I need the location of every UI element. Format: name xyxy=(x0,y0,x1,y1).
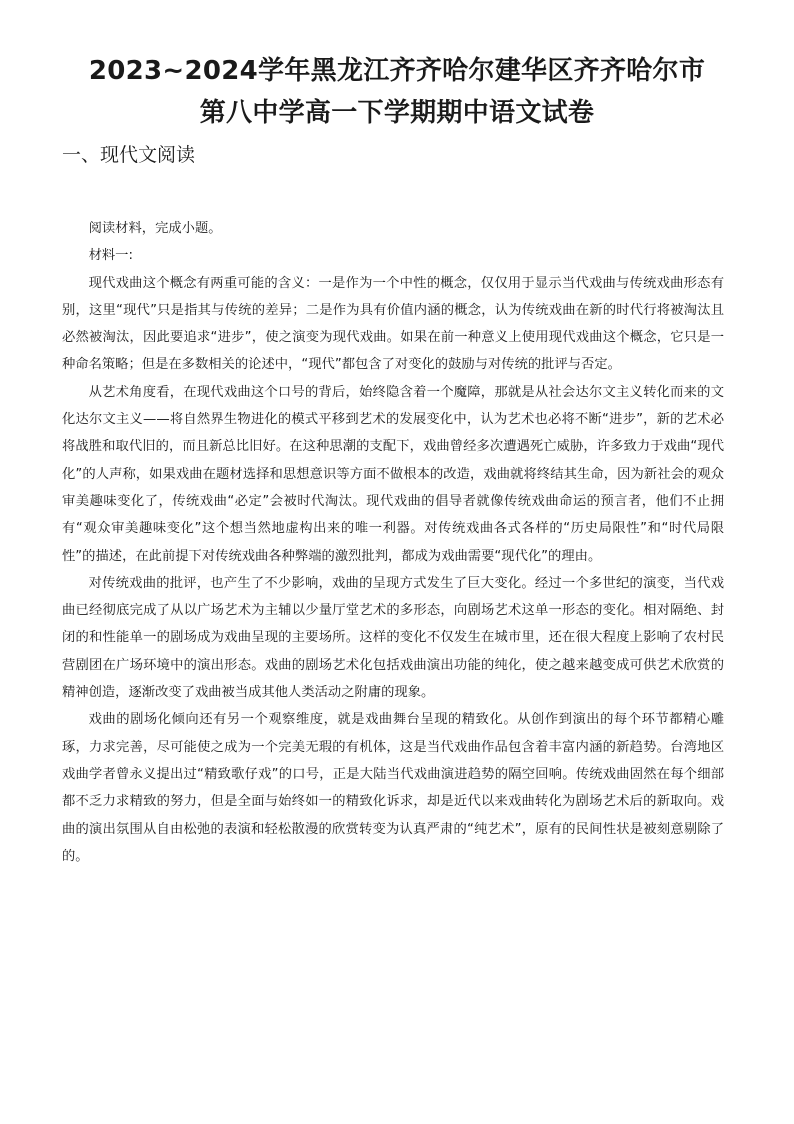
paragraph: 戏曲的剧场化倾向还有另一个观察维度，就是戏曲舞台呈现的精致化。从创作到演出的每个环节都精心雕琢，力求完善，尽可能使之成为一个完美无瑕的有机体，这是当代戏曲作品包含着丰富内涵的新趋势。台湾地区戏曲学者曾永义提出过“精致歌仔戏”的口号，正是大陆当代戏曲演进趋势的隔空回响。传统戏曲固然在每个细部都不乏力求精致的努力，但是全面与始终如一的精致化诉求，却是近代以来戏曲转化为剧场艺术后的新取向。戏曲的演出氛围从自由松弛的表演和轻松散漫的欣赏转变为认真严肃的“纯艺术”，原有的民间性状是被刻意剔除了的。 xyxy=(62,712,724,864)
reading-material xyxy=(62,215,724,870)
title-line-2: 第八中学高一下学期期中语文试卷 xyxy=(199,98,595,128)
paragraph: 现代戏曲这个概念有两重可能的含义：一是作为一个中性的概念，仅仅用于显示当代戏曲与传统戏曲形态有别，这里“现代”只是指其与传统的差异；二是作为具有价值内涵的概念，认为传统戏曲在新的时代行将被淘汰且必然被淘汰，因此要追求“进步”，使之演变为现代戏曲。如果在前一种意义上使用现代戏曲这个概念，它只是一种命名策略；但是在多数相关的论述中，“现代”都包含了对变化的鼓励与对传统的批评与否定。 xyxy=(62,275,724,373)
paragraph: 从艺术角度看，在现代戏曲这个口号的背后，始终隐含着一个魔障，那就是从社会达尔文主义转化而来的文化达尔文主义——将自然界生物进化的模式平移到艺术的发展变化中，认为艺术也必将不断“进步”，新的艺术必将战胜和取代旧的，而且新总比旧好。在这种思潮的支配下，戏曲曾经多次遭遇死亡威胁，许多致力于戏曲“现代化”的人声称，如果戏曲在题材选择和思想意识等方面不做根本的改造，戏曲就将终结其生命，因为新社会的观众审美趣味变化了，传统戏曲“必定”会被时代淘汰。现代戏曲的倡导者就像传统戏曲命运的预言者，他们不止拥有“观众审美趣味变化”这个想当然地虚构出来的唯一利器。对传统戏曲各式各样的“历史局限性”和“时代局限性”的描述，在此前提下对传统戏曲各种弊端的激烈批判，都成为戏曲需要“现代化”的理由。 xyxy=(62,384,724,564)
section-heading: 一、现代文阅读 xyxy=(62,144,196,166)
material-label: 材料一: xyxy=(88,248,133,264)
document-title xyxy=(40,50,754,134)
paragraph: 对传统戏曲的批评，也产生了不少影响，戏曲的呈现方式发生了巨大变化。经过一个多世纪的演变，当代戏曲已经彻底完成了从以广场艺术为主辅以少量厅堂艺术的多形态，向剧场艺术这单一形态的变化。相对隔绝、封闭的和性能单一的剧场成为戏曲呈现的主要场所。这样的变化不仅发生在城市里，还在很大程度上影响了农村民营剧团在广场环境中的演出形态。戏曲的剧场艺术化包括戏曲演出功能的纯化，使之越来越变成可供艺术欣赏的精神创造，逐渐改变了戏曲被当成其他人类活动之附庸的现象。 xyxy=(62,575,724,701)
title-line-1: 2023~2024学年黑龙江齐齐哈尔建华区齐齐哈尔市 xyxy=(88,56,706,86)
instruction-text: 阅读材料，完成小题。 xyxy=(88,221,222,236)
